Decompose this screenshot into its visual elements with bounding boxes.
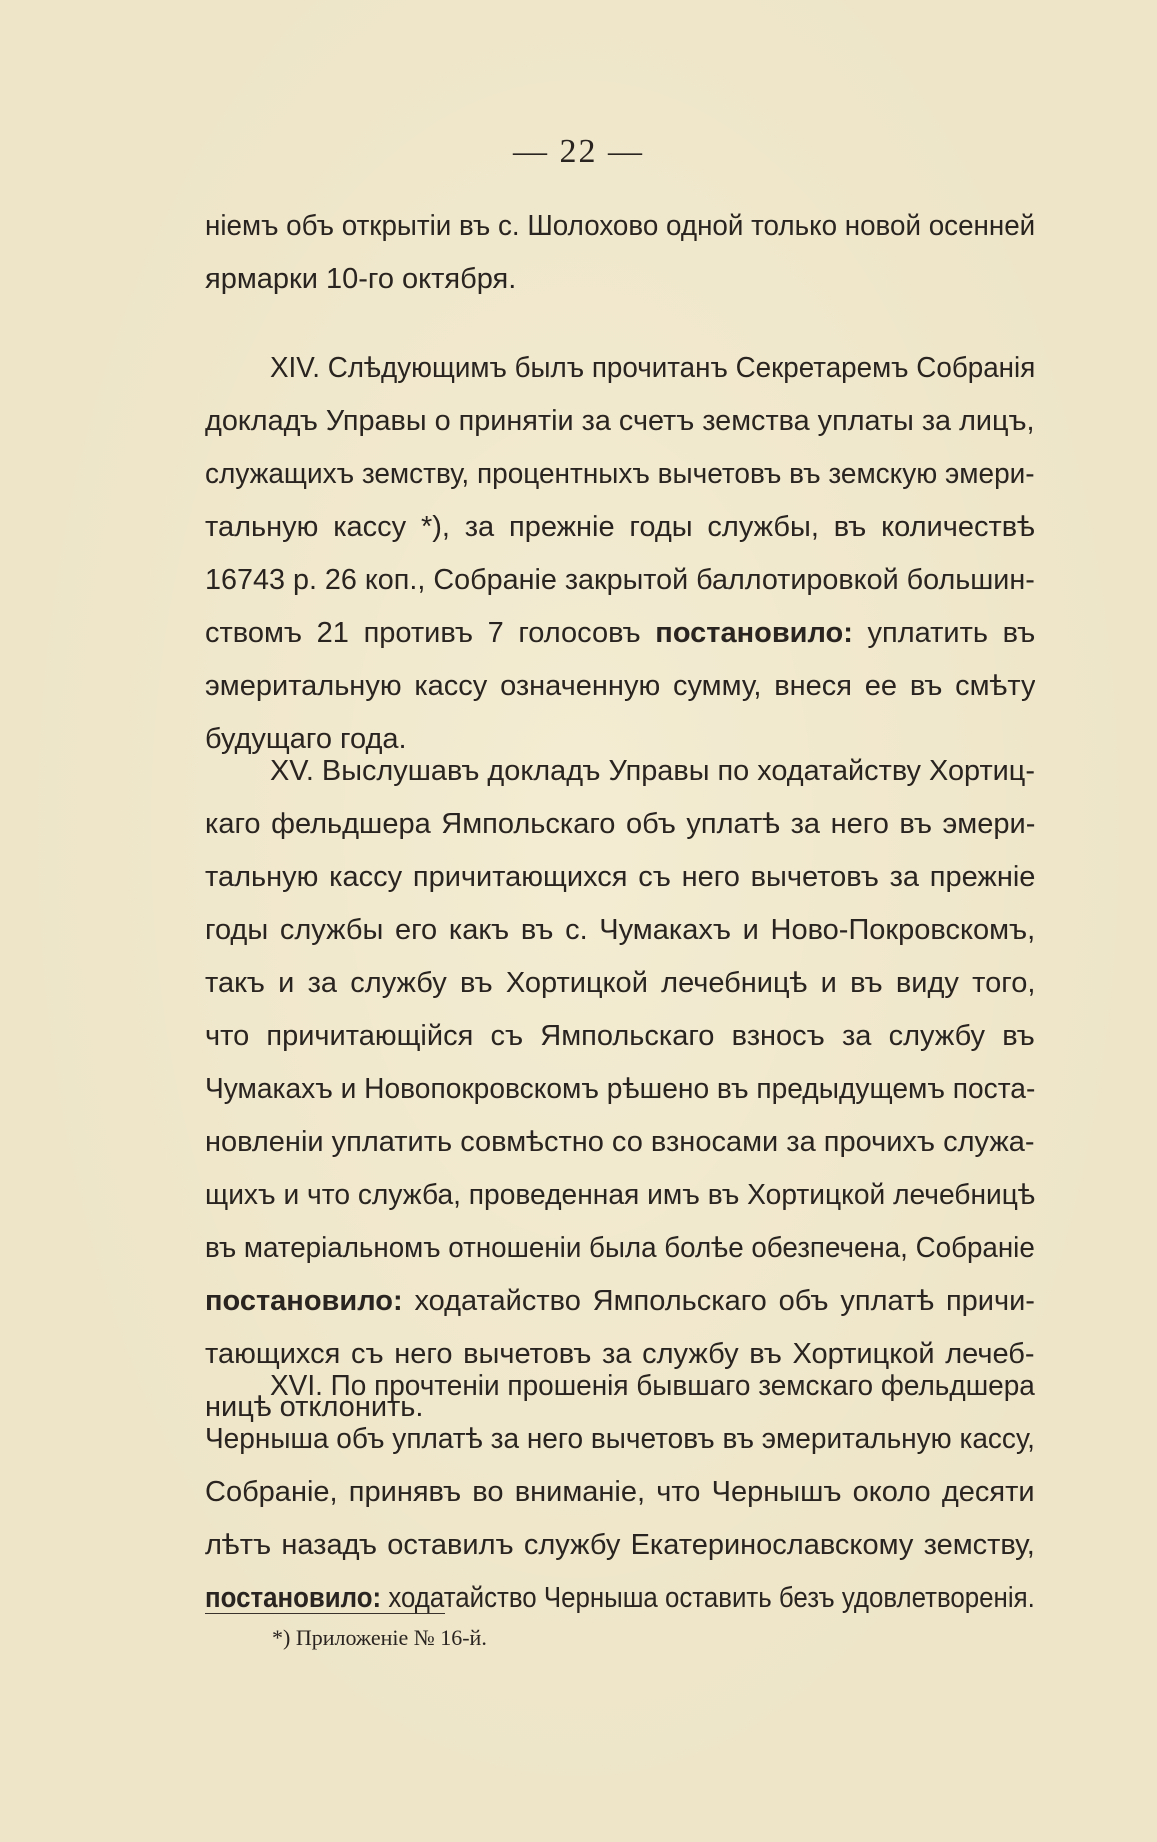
text-line: такъ и за службу въ Хортицкой лечебницѣ и въ виду того,: [205, 967, 1035, 999]
text-run: уплатить въ: [852, 617, 1035, 649]
text-line: 16743 р. 26 коп., Собраніе закрытой баллотировкой большин-: [205, 564, 1035, 596]
text-line: новленіи уплатить совмѣстно со взносами за прочихъ служа-: [205, 1126, 1035, 1158]
resolution-keyword: постановило:: [205, 1285, 403, 1317]
text-line: тающихся съ него вычетовъ за службу въ Хортицкой лечеб-: [205, 1338, 1035, 1370]
text-line: что причитающійся съ Ямпольскаго взносъ за службу въ: [205, 1020, 1035, 1052]
text-line-with-resolution: [205, 1275, 1035, 1328]
page-number: — 22 —: [513, 133, 644, 170]
text-line: XVI. По прочтеніи прошенія бывшаго земскаго фельдшера: [270, 1370, 1035, 1402]
text-run: ходатайство Ямпольскаго объ уплатѣ причи-: [402, 1285, 1035, 1317]
text-line: докладъ Управы о принятіи за счетъ земства уплаты за лицъ,: [205, 405, 1035, 437]
text-line: XIV. Слѣдующимъ былъ прочитанъ Секретаремъ Собранія: [270, 352, 1035, 384]
paragraph-xiv: [205, 342, 1035, 766]
text-line: Чумакахъ и Новопокровскомъ рѣшено въ предыдущемъ поста-: [205, 1073, 1035, 1105]
paragraph-xv: [205, 745, 1035, 1434]
text-line: годы службы его какъ въ с. Чумакахъ и Ново-Покровскомъ,: [205, 914, 1035, 946]
text-line: въ матеріальномъ отношеніи была болѣе обезпечена, Собраніе: [205, 1232, 1035, 1264]
text-line: лѣтъ назадъ оставилъ службу Екатеринославскому земству,: [205, 1529, 1035, 1561]
paragraph-continuation: [205, 200, 1035, 306]
text-line: каго фельдшера Ямпольскаго объ уплатѣ за него въ эмери-: [205, 808, 1035, 840]
footnote: *) Приложеніе № 16-й.: [272, 1625, 487, 1650]
text-run: ствомъ 21 противъ 7 голосовъ: [205, 617, 656, 649]
resolution-keyword: постановило:: [205, 1582, 382, 1614]
text-line: тальную кассу причитающихся съ него вычетовъ за прежніе: [205, 861, 1035, 893]
resolution-keyword: постановило:: [655, 617, 853, 649]
text-line: Собраніе, принявъ во вниманіе, что Чернышъ около десяти: [205, 1476, 1035, 1508]
text-line-with-resolution: [205, 607, 1035, 660]
text-line: эмеритальную кассу означенную сумму, внеся ее въ смѣту: [205, 670, 1035, 702]
footnote-divider: [205, 1613, 445, 1614]
text-line: XV. Выслушавъ докладъ Управы по ходатайству Хортиц-: [270, 755, 1035, 787]
text-line: ніемъ объ открытіи въ с. Шолохово одной только новой осенней: [205, 210, 1035, 242]
text-line: щихъ и что служба, проведенная имъ въ Хортицкой лечебницѣ: [205, 1179, 1035, 1211]
text-line: ницѣ отклонить.: [205, 1391, 424, 1423]
paragraph-xvi: [205, 1360, 1035, 1625]
text-line: служащихъ земству, процентныхъ вычетовъ въ земскую эмери-: [205, 458, 1035, 490]
text-line: ярмарки 10-го октября.: [205, 263, 517, 295]
text-line-with-resolution: [205, 1572, 1035, 1625]
text-run: ходатайство Черныша оставить безъ удовлетворенія.: [381, 1582, 1035, 1614]
text-line: Черныша объ уплатѣ за него вычетовъ въ эмеритальную кассу,: [205, 1423, 1035, 1455]
text-line: будущаго года.: [205, 723, 407, 755]
text-line: тальную кассу *), за прежніе годы службы, въ количествѣ: [205, 511, 1035, 543]
